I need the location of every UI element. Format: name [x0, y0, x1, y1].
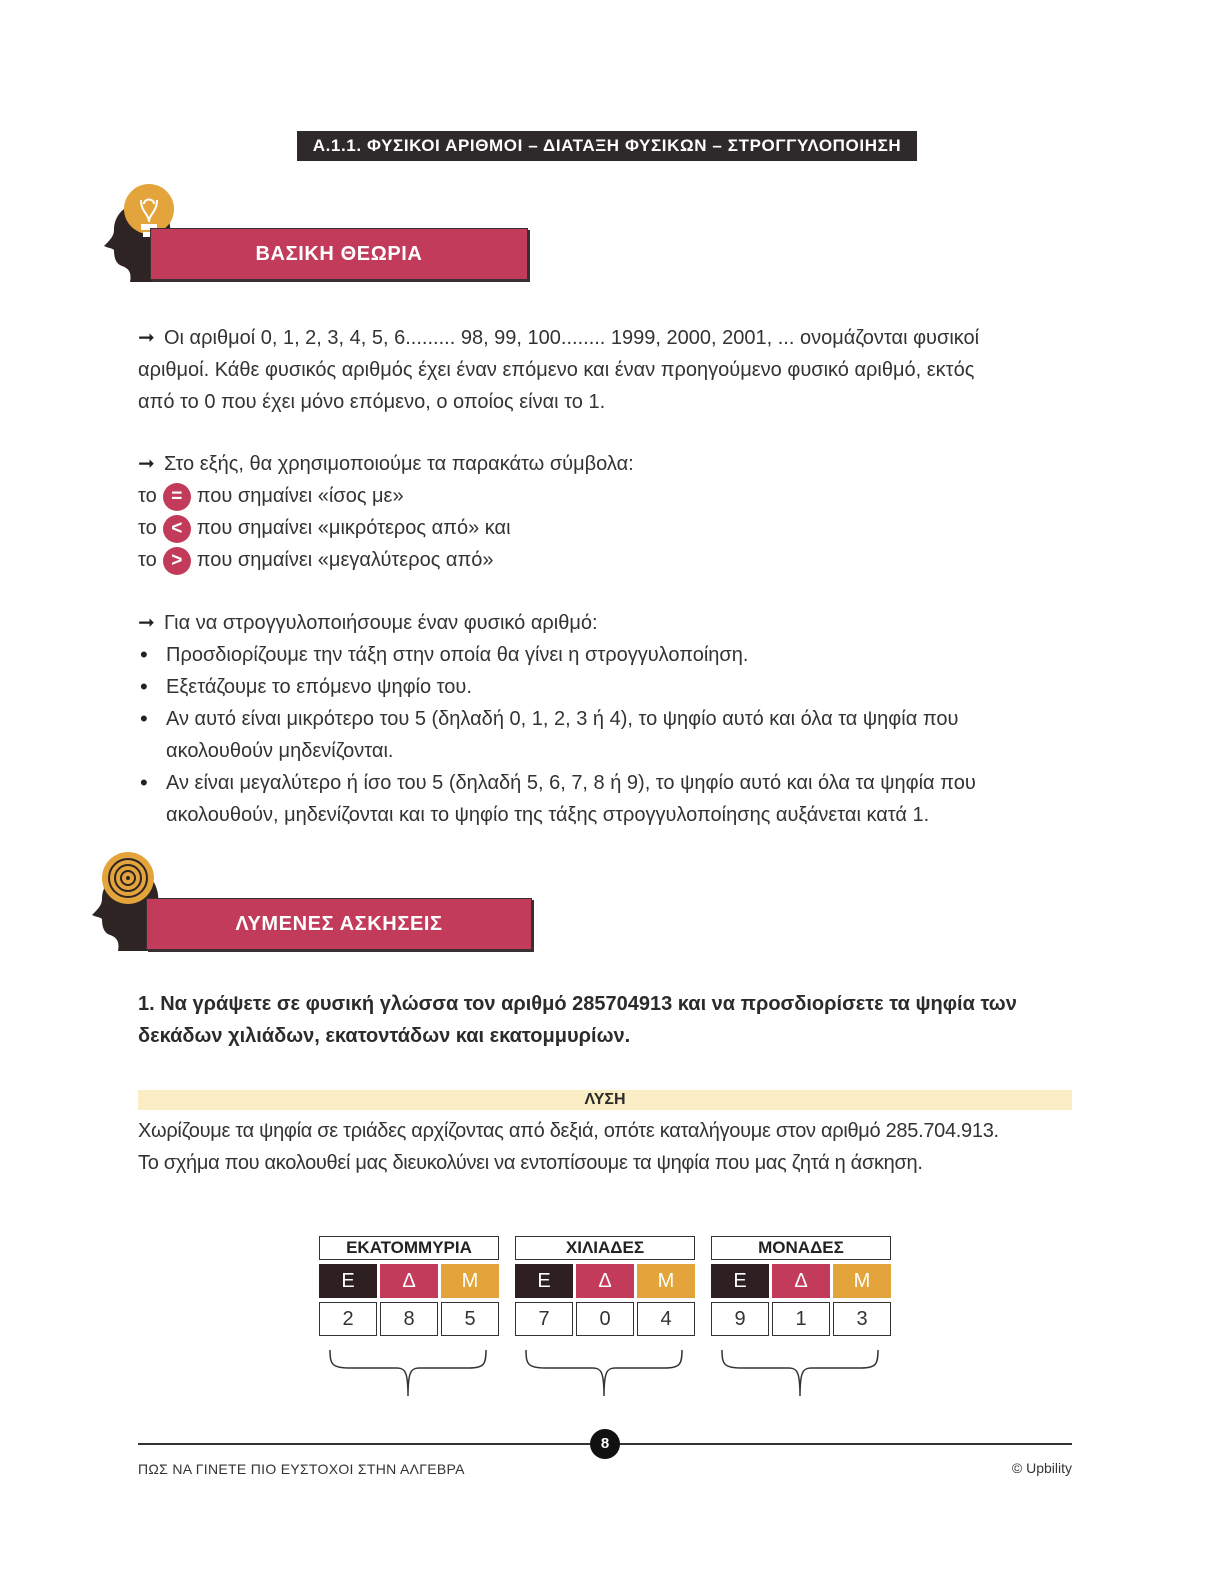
group-braces [319, 1348, 899, 1398]
digit-cell: 3 [833, 1302, 891, 1336]
greater-than-symbol-icon: > [163, 547, 191, 575]
list-item: • Εξετάζουμε το επόμενο ψηφίο του. [138, 671, 978, 703]
arrow-right-icon: ➞ [138, 327, 155, 349]
place-header: Μ [637, 1264, 695, 1298]
place-header: Δ [380, 1264, 438, 1298]
equals-symbol-icon: = [163, 483, 191, 511]
solution-label: ΛΥΣΗ [138, 1090, 1072, 1110]
symbol-row: το < που σημαίνει «μικρότερος από» και [138, 512, 1073, 544]
list-item: • Προσδιορίζουμε την τάξη στην οποία θα γίνει η στρογγυλοποίηση. [138, 639, 978, 671]
text-line: Για να στρογγυλοποιήσουμε έναν φυσικό αριθμό: [164, 612, 598, 634]
page-number: 8 [590, 1429, 620, 1459]
group-title: ΕΚΑΤΟΜΜΥΡΙΑ [319, 1236, 499, 1260]
place-header: Ε [711, 1264, 769, 1298]
digit-cell: 4 [637, 1302, 695, 1336]
list-item: • Αν αυτό είναι μικρότερο του 5 (δηλαδή 0, 1, 2, 3 ή 4), το ψηφίο αυτό και όλα τα ψηφία που ακολουθούν μηδενίζονται. [138, 703, 978, 767]
digit-cell: 5 [441, 1302, 499, 1336]
book-title: ΠΩΣ ΝΑ ΓΙΝΕΤΕ ΠΙΟ ΕΥΣΤΟΧΟΙ ΣΤΗΝ ΑΛΓΕΒΡΑ [138, 1461, 465, 1477]
digit-cell: 0 [576, 1302, 634, 1336]
symbol-row: το = που σημαίνει «ίσος με» [138, 480, 1073, 512]
chapter-title: Α.1.1. ΦΥΣΙΚΟΙ ΑΡΙΘΜΟΙ – ΔΙΑΤΑΞΗ ΦΥΣΙΚΩΝ – ΣΤΡΟΓΓΥΛΟΠΟΙΗΣΗ [297, 131, 917, 161]
copyright: © Upbility [1011, 1460, 1072, 1476]
digit-group-thousands [515, 1236, 695, 1336]
theory-paragraph-2 [138, 448, 1073, 576]
digit-group-units [711, 1236, 891, 1336]
place-header: Δ [576, 1264, 634, 1298]
exercise-question: 1. Να γράψετε σε φυσική γλώσσα τον αριθμό 285704913 και να προσδιορίσετε τα ψηφία των δεκάδων χιλιάδων, εκατοντάδων και εκατομμυρίων. [138, 993, 1017, 1047]
digit-cell: 2 [319, 1302, 377, 1336]
place-header: Δ [772, 1264, 830, 1298]
exercises-banner: ΛΥΜΕΝΕΣ ΑΣΚΗΣΕΙΣ [146, 898, 532, 950]
text-line: αριθμοί. Κάθε φυσικός αριθμός έχει έναν επόμενο και έναν προηγούμενο φυσικό αριθμό, εκτός [138, 359, 975, 381]
list-item: • Αν είναι μεγαλύτερο ή ίσο του 5 (δηλαδή 5, 6, 7, 8 ή 9), το ψηφίο αυτό και όλα τα ψηφία που ακολουθούν, μηδενίζονται και το ψηφίο της τάξης στρογγυλοποίησης αυξάνεται κατά 1. [138, 767, 978, 831]
arrow-right-icon: ➞ [138, 612, 155, 634]
digit-cell: 7 [515, 1302, 573, 1336]
text-line: Χωρίζουμε τα ψηφία σε τριάδες αρχίζοντας από δεξιά, οπότε καταλήγουμε στον αριθμό 285.704.913. [138, 1120, 999, 1142]
theory-paragraph-1 [138, 322, 1073, 418]
arrow-right-icon: ➞ [138, 453, 155, 475]
text-line: από το 0 που έχει μόνο επόμενο, ο οποίος είναι το 1. [138, 391, 606, 413]
digit-cell: 1 [772, 1302, 830, 1336]
digit-cell: 8 [380, 1302, 438, 1336]
solution-text [138, 1115, 1073, 1179]
place-header: Ε [319, 1264, 377, 1298]
brace-millions [330, 1350, 486, 1396]
text-line: Οι αριθμοί 0, 1, 2, 3, 4, 5, 6......... 98, 99, 100........ 1999, 2000, 2001, ... ονομάζονται φυσικοί [164, 327, 980, 349]
place-header: Μ [441, 1264, 499, 1298]
less-than-symbol-icon: < [163, 515, 191, 543]
group-title: ΜΟΝΑΔΕΣ [711, 1236, 891, 1260]
rounding-steps-list [138, 639, 978, 831]
digit-group-millions [319, 1236, 499, 1336]
theory-banner: ΒΑΣΙΚΗ ΘΕΩΡΙΑ [150, 228, 528, 280]
text-line: Στο εξής, θα χρησιμοποιούμε τα παρακάτω σύμβολα: [164, 453, 634, 475]
place-header: Ε [515, 1264, 573, 1298]
symbol-row: το > που σημαίνει «μεγαλύτερος από» [138, 544, 1073, 576]
text-line: Το σχήμα που ακολουθεί μας διευκολύνει να εντοπίσουμε τα ψηφία που μας ζητά η άσκηση. [138, 1152, 923, 1174]
brace-thousands [526, 1350, 682, 1396]
place-header: Μ [833, 1264, 891, 1298]
brace-units [722, 1350, 878, 1396]
digit-cell: 9 [711, 1302, 769, 1336]
group-title: ΧΙΛΙΑΔΕΣ [515, 1236, 695, 1260]
theory-paragraph-3 [138, 607, 978, 831]
